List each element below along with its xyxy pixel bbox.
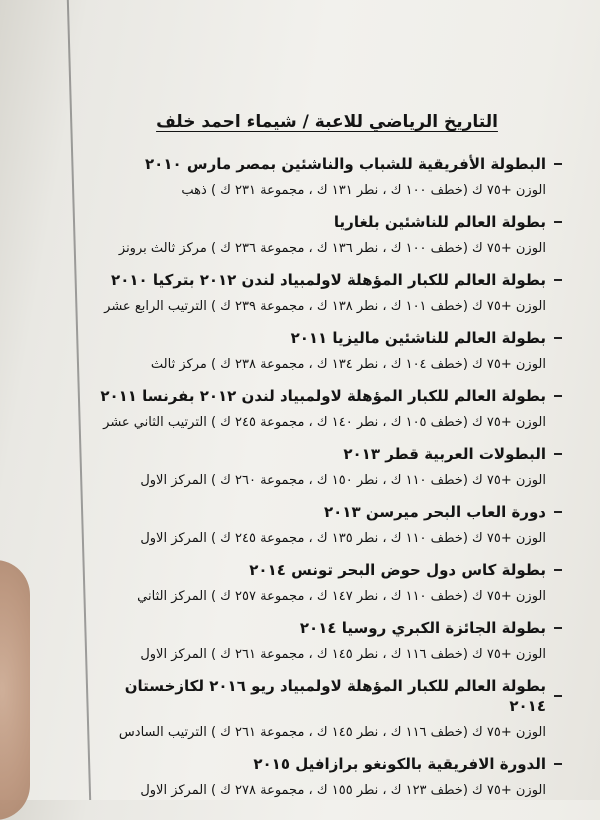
entry-heading: بطولة العالم للناشئين بلغاريا: [92, 212, 562, 232]
entry-5: [92, 386, 562, 432]
entry-detail: الوزن +٧٥ ك (خطف ١٠٠ ك ، نطر ١٣١ ك ، مجموعة ٢٣١ ك ) ذهب: [181, 183, 546, 198]
finger-shadow: [0, 560, 30, 820]
entry-detail: الوزن +٧٥ ك (خطف ١٢٣ ك ، نطر ١٥٥ ك ، مجموعة ٢٧٨ ك ) المركز الاول: [140, 783, 546, 798]
entry-detail: الوزن +٧٥ ك (خطف ١٠٠ ك ، نطر ١٣٦ ك ، مجموعة ٢٣٦ ك ) مركز ثالث برونز: [118, 241, 546, 256]
bullet-dash: [554, 395, 562, 397]
entry-heading: بطولة العالم للكبار المؤهلة لاولمبياد ريو ٢٠١٦ لكازخستان ٢٠١٤: [92, 676, 562, 716]
bullet-dash: [554, 569, 562, 571]
entry-heading: بطولة العالم للكبار المؤهلة لاولمبياد لندن ٢٠١٢ بتركيا ٢٠١٠: [92, 270, 562, 290]
entry-detail: الوزن +٧٥ ك (خطف ١١٠ ك ، نطر ١٤٧ ك ، مجموعة ٢٥٧ ك ) المركز الثاني: [137, 589, 546, 604]
entry-10: [92, 676, 562, 742]
entry-detail: الوزن +٧٥ ك (خطف ١١٠ ك ، نطر ١٣٥ ك ، مجموعة ٢٤٥ ك ) المركز الاول: [140, 531, 546, 546]
entry-heading: دورة العاب البحر ميرسن ٢٠١٣: [92, 502, 562, 522]
entry-1: [92, 154, 562, 200]
entry-heading: الدورة الافريقية بالكونغو برازافيل ٢٠١٥: [92, 754, 562, 774]
entry-detail: الوزن +٧٥ ك (خطف ١٠٤ ك ، نطر ١٣٤ ك ، مجموعة ٢٣٨ ك ) مركز ثالث: [150, 357, 546, 372]
entry-detail: الوزن +٧٥ ك (خطف ١١٦ ك ، نطر ١٤٥ ك ، مجموعة ٢٦١ ك ) الترتيب السادس: [118, 725, 546, 740]
bullet-dash: [554, 279, 562, 281]
document-title: التاريخ الرياضي للاعبة / شيماء احمد خلف: [156, 112, 498, 132]
entry-detail: الوزن +٧٥ ك (خطف ١٠١ ك ، نطر ١٣٨ ك ، مجموعة ٢٣٩ ك ) الترتيب الرابع عشر: [104, 299, 546, 314]
entry-8: [92, 560, 562, 606]
bullet-dash: [554, 627, 562, 629]
entry-detail: الوزن +٧٥ ك (خطف ١١٦ ك ، نطر ١٤٥ ك ، مجموعة ٢٦١ ك ) المركز الاول: [140, 647, 546, 662]
bullet-dash: [554, 163, 562, 165]
entry-9: [92, 618, 562, 664]
entry-heading: بطولة العالم للكبار المؤهلة لاولمبياد لندن ٢٠١٢ بفرنسا ٢٠١١: [92, 386, 562, 406]
margin-line: [67, 0, 91, 800]
entry-heading: بطولة العالم للناشئين ماليزيا ٢٠١١: [92, 328, 562, 348]
entry-heading: البطولة الأفريقية للشباب والناشئين بمصر مارس ٢٠١٠: [92, 154, 562, 174]
bullet-dash: [554, 453, 562, 455]
entry-heading: بطولة الجائزة الكبري روسيا ٢٠١٤: [92, 618, 562, 638]
entry-6: [92, 444, 562, 490]
bullet-dash: [554, 221, 562, 223]
document-page: [92, 112, 562, 812]
entry-heading: البطولات العربية قطر ٢٠١٣: [92, 444, 562, 464]
entry-heading: بطولة كاس دول حوض البحر تونس ٢٠١٤: [92, 560, 562, 580]
bullet-dash: [554, 337, 562, 339]
entry-detail: الوزن +٧٥ ك (خطف ١٠٥ ك ، نطر ١٤٠ ك ، مجموعة ٢٤٥ ك ) الترتيب الثاني عشر: [103, 415, 546, 430]
bullet-dash: [554, 763, 562, 765]
entry-7: [92, 502, 562, 548]
entry-2: [92, 212, 562, 258]
entry-detail: الوزن +٧٥ ك (خطف ١١٠ ك ، نطر ١٥٠ ك ، مجموعة ٢٦٠ ك ) المركز الاول: [140, 473, 546, 488]
bullet-dash: [554, 511, 562, 513]
entry-3: [92, 270, 562, 316]
entry-11: [92, 754, 562, 800]
bullet-dash: [554, 695, 562, 697]
entry-4: [92, 328, 562, 374]
